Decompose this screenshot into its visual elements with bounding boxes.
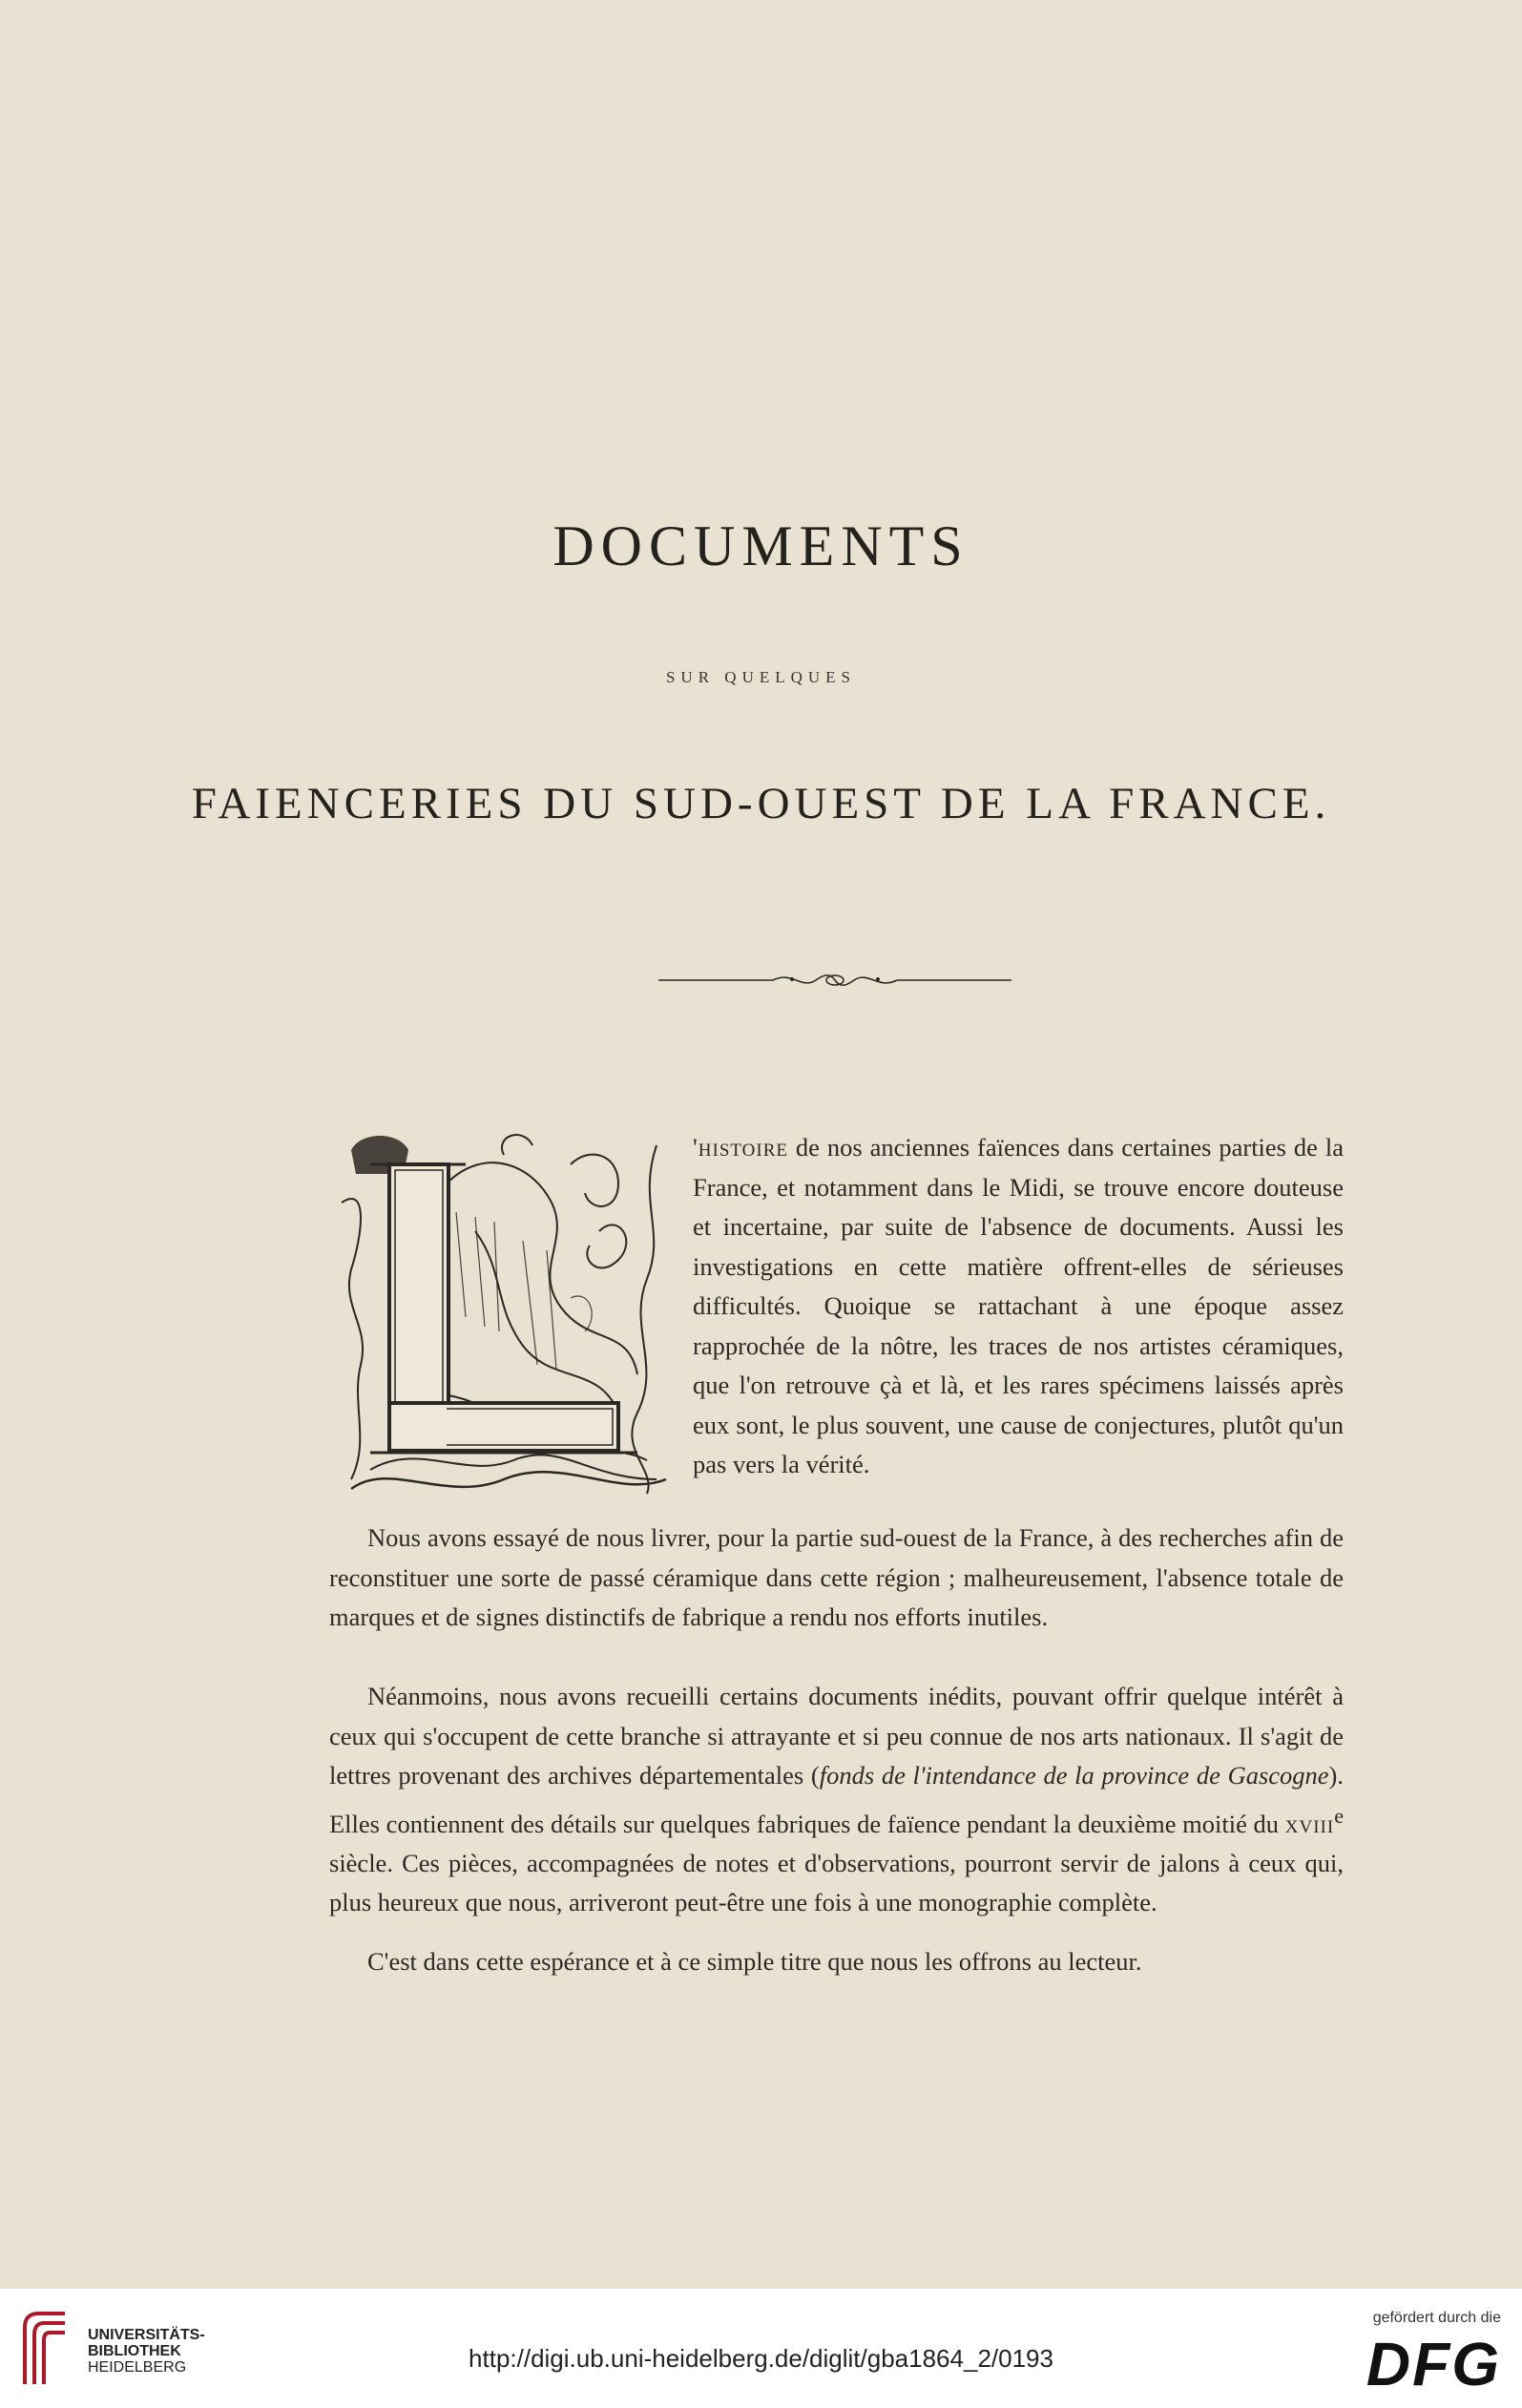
page-title: DOCUMENTS	[553, 514, 969, 577]
paragraph-3-text-c: siècle. Ces pièces, accompagnées de notes et d'observations, pourront servir de jalons à ceux qui, plus heureux que nous, arriveront peut-être une fois à une monographie complète.	[329, 1848, 1344, 1917]
paragraph-1-text: de nos anciennes faïences dans certaines parties de la France, et notamment dans le Midi, se trouve encore douteuse et incertaine, par suite de l'absence de documents. Aussi les investigations en cette matière offrent-elles de sérieuses difficultés. Quoique se rattachant à une époque assez rapprochée de la nôtre, les traces de nos artistes céramiques, que l'on retrouve çà et là, et les rares spécimens laissés après eux sont, le plus souvent, une cause de conjectures, plutôt qu'un pas vers la vérité.	[693, 1133, 1344, 1478]
paragraph-3-text-a: Néanmoins, nous avons recueilli certains documents inédits, pouvant offrir quelque intérêt à ceux qui s'occupent de cette branche si attrayante et si peu connue de nos arts nationaux. Il s'agit de lettres provenant des archives départementales (	[329, 1682, 1344, 1790]
paragraph-3	[329, 1677, 1344, 1923]
flourish-ornament	[658, 966, 1011, 995]
archive-reference: fonds de l'intendance de la province de Gascogne	[819, 1761, 1329, 1790]
century-numeral: xviii	[1284, 1809, 1335, 1838]
initial-word: 'histoire	[693, 1133, 788, 1162]
page-subtitle: FAIENCERIES DU SUD-OUEST DE LA FRANCE.	[191, 779, 1331, 828]
century-superscript: e	[1334, 1803, 1344, 1828]
paragraph-1	[693, 1128, 1344, 1485]
library-line-3: HEIDELBERG	[88, 2359, 187, 2376]
library-line-2: BIBLIOTHEK	[88, 2343, 181, 2359]
permalink-url[interactable]: http://digi.ub.uni-heidelberg.de/diglit/gba1864_2/0193	[469, 2344, 1053, 2373]
digitization-footer	[0, 2289, 1522, 2408]
decorated-initial	[332, 1126, 680, 1498]
paragraph-2: Nous avons essayé de nous livrer, pour la partie sud-ouest de la France, à des recherches afin de reconstituer une sorte de passé céramique dans cette région ; malheureusement, l'absence totale de marques et de signes distinctifs de fabrique a rendu nos efforts inutiles.	[329, 1523, 1344, 1631]
dfg-logo: DFG	[1366, 2330, 1501, 2398]
library-line-1: UNIVERSITÄTS-	[88, 2327, 205, 2343]
paragraph-4: C'est dans cette espérance et à ce simple titre que nous les offrons au lecteur.	[367, 1947, 1142, 1976]
title-connector: SUR QUELQUES	[665, 668, 857, 686]
paragraph-3-text-b: ). Elles contiennent des détails sur quelques fabriques de faïence pendant la deuxième moitié du	[329, 1761, 1344, 1838]
funding-caption: gefördert durch die	[1372, 2310, 1501, 2326]
